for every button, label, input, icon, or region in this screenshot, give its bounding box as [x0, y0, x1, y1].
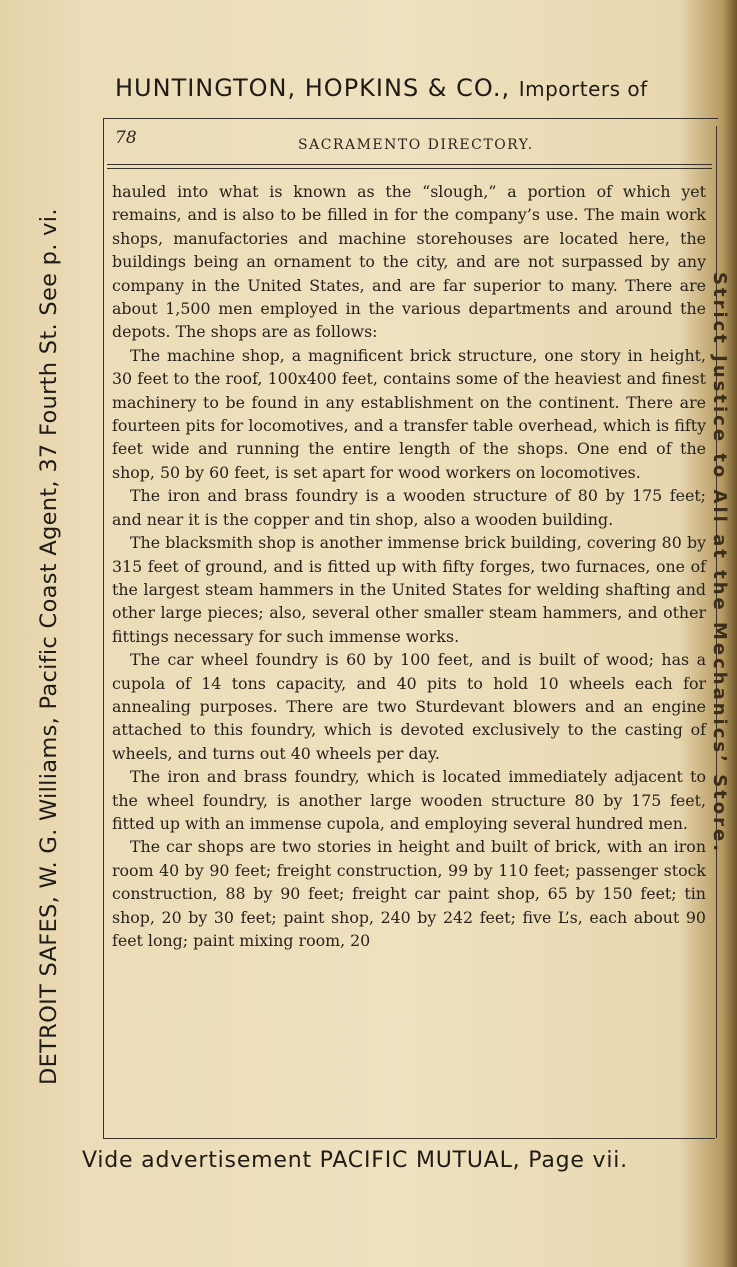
top-advertisement — [115, 74, 715, 102]
running-head: SACRAMENTO DIRECTORY. — [298, 137, 534, 153]
left-margin-advertisement: DETROIT SAFES, W. G. Williams, Pacific Coast Agent, 37 Fourth St. See p. vi. — [36, 208, 62, 1085]
top-ad-suffix: Importers of — [518, 77, 648, 101]
paragraph: The iron and brass foundry is a wooden structure of 80 by 175 feet; and near it is the copper and tin shop, also a wooden building. — [112, 486, 706, 529]
paragraph: The iron and brass foundry, which is located immediately adjacent to the wheel foundry, is another large wooden structure 80 by 175 feet, fitted up with an immense cupola, and employing several hundred men. — [112, 767, 706, 833]
frame-left-border — [103, 119, 104, 1139]
header-rule-second — [107, 168, 712, 169]
paragraph: The car shops are two stories in height and built of brick, with an iron room 40 by 90 feet; freight construction, 99 by 110 feet; passenger stock construction, 88 by 90 feet; freight car paint shop, 65 by 150 feet; tin shop, 20 by 30 feet; paint shop, 240 by 242 feet; five L’s, each about 90 feet long; paint mixing room, 20 — [112, 837, 706, 950]
paragraph: The blacksmith shop is another immense brick building, covering 80 by 315 feet of ground, and is fitted up with fifty forges, two furnaces, one of the largest steam hammers in the United States for welding shafting and other large pieces; also, several other smaller steam hammers, and other fittings necessary for such immense works. — [112, 533, 706, 646]
paragraph: The car wheel foundry is 60 by 100 feet, and is built of wood; has a cupola of 14 tons capacity, and 40 pits to hold 10 wheels each for annealing purposes. There are two Sturdevant blowers and an engine attached to this foundry, which is devoted exclusively to the casting of wheels, and turns out 40 wheels per day. — [112, 650, 706, 763]
top-rule — [103, 118, 718, 119]
frame-bottom-border — [103, 1138, 715, 1139]
header-rule — [107, 164, 712, 165]
bottom-advertisement: Vide advertisement PACIFIC MUTUAL, Page vii. — [82, 1148, 628, 1173]
top-ad-company: HUNTINGTON, HOPKINS & CO., — [115, 74, 511, 102]
paragraph: The machine shop, a magnificent brick structure, one story in height, 30 feet to the roof, 100x400 feet, contains some of the heaviest and finest machinery to be found in any establishment on the continent. There are fourteen pits for locomotives, and a transfer table overhead, which is fifty feet wide and running the entire length of the shops. One end of the shop, 50 by 60 feet, is set apart for wood workers on locomotives. — [112, 345, 706, 482]
page-number: 78 — [115, 128, 137, 148]
body-text — [112, 180, 706, 952]
right-margin-advertisement: Strict Justice to All at the Mechanics’ Store. — [709, 272, 730, 855]
paragraph: hauled into what is known as the “slough,” a portion of which yet remains, and is also to be filled in for the company’s use. The main work shops, manufactories and machine storehouses are located here, the buildings being an ornament to the city, and are not surpassed by any company in the United States, and are far superior to many. There are about 1,500 men employed in the various departments and around the depots. The shops are as follows: — [112, 182, 706, 342]
